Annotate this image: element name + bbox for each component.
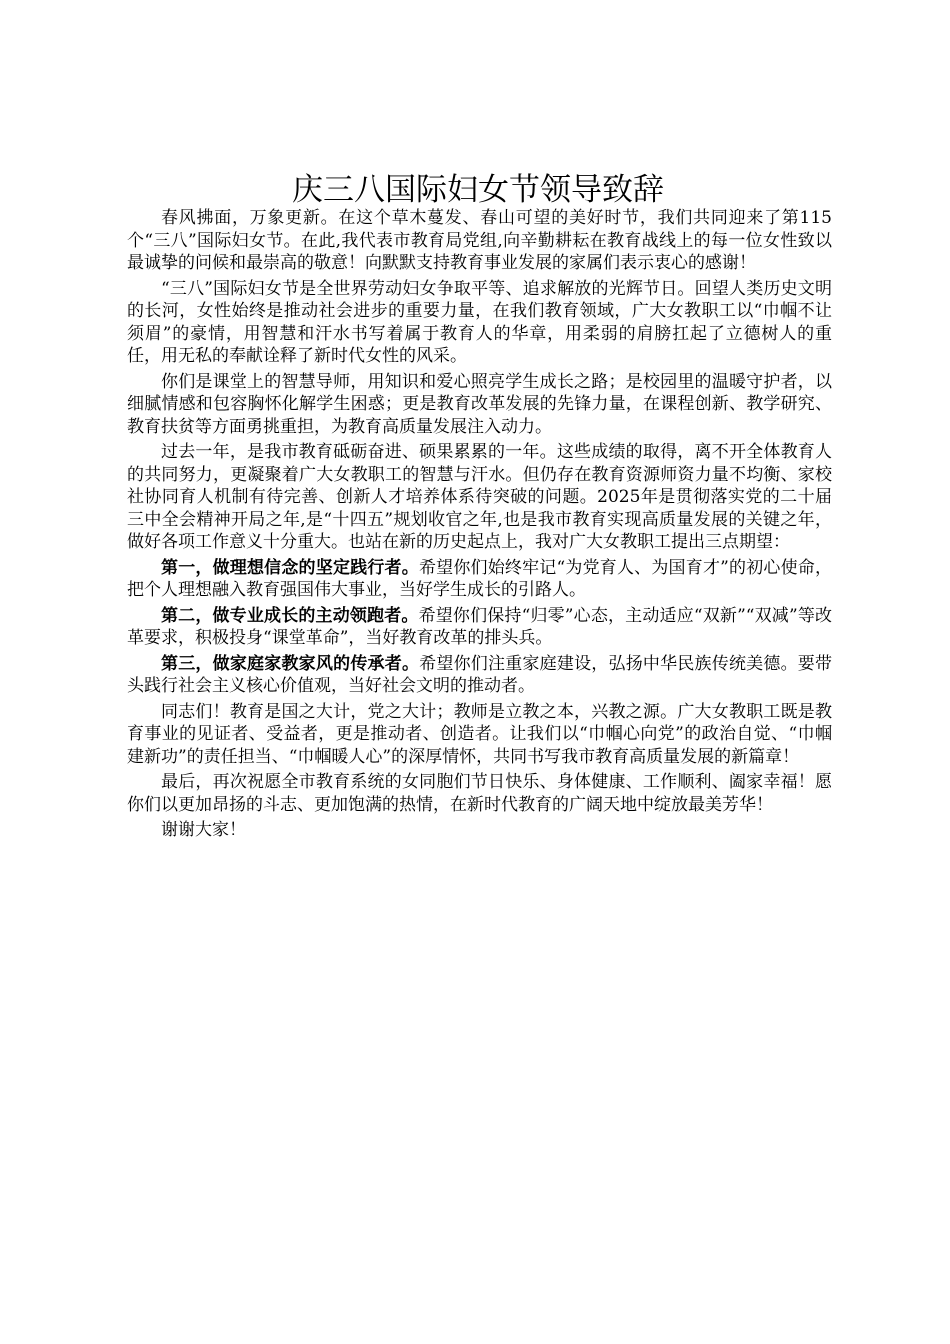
paragraph-text: 希望你们注重家庭建设，弘扬中华民族传统美德。要带头践行社会主义核心价值观，当好社会文明的推动者。 <box>127 653 833 696</box>
document-body <box>127 207 832 845</box>
paragraph-expectation-2 <box>127 605 832 650</box>
paragraph-text: 谢谢大家！ <box>161 820 246 840</box>
paragraph-lead: 第三，做家庭家教家风的传承者。 <box>161 653 420 674</box>
paragraph-text: 过去一年，是我市教育砥砺奋进、硕果累累的一年。这些成绩的取得，离不开全体教育人的共同努力，更凝聚着广大女教职工的智慧与汗水。但仍存在教育资源师资力量不均衡、家校社协同育人机制有待完善、创新人才培养体系待突破的问题。2025年是贯彻落实党的二十届三中全会精神开局之年,是“十四五”规划收官之年,也是我市教育实现高质量发展的关键之年，做好各项工作意义十分重大。也站在新的历史起点上，我对广大女教职工提出三点期望： <box>127 442 832 552</box>
paragraph-lead: 第一，做理想信念的坚定践行者。 <box>161 557 419 578</box>
paragraph-text: “三八”国际妇女节是全世界劳动妇女争取平等、追求解放的光辉节日。回望人类历史文明的长河，女性始终是推动社会进步的重要力量，在我们教育领域，广大女教职工以“巾帼不让须眉”的豪情，用智慧和汗水书写着属于教育人的华章，用柔弱的肩膀扛起了立德树人的重任，用无私的奉献诠释了新时代女性的风采。 <box>127 278 832 366</box>
paragraph-past-year <box>127 441 832 554</box>
paragraph-thanks <box>127 819 832 842</box>
paragraph-text: 希望你们保持“归零”心态，主动适应“双新”“双减”等改革要求，积极投身“课堂革命”，当好教育改革的排头兵。 <box>127 605 833 648</box>
paragraph-text: 春风拂面，万象更新。在这个草木蔓发、春山可望的美好时节，我们共同迎来了第115个“三八”国际妇女节。在此,我代表市教育局党组,向辛勤耕耘在教育战线上的每一位女性致以最诚挚的问候和最崇高的敬意！向默默支持教育事业发展的家属们表示衷心的感谢！ <box>127 208 832 273</box>
paragraph-text: 最后，再次祝愿全市教育系统的女同胞们节日快乐、身体健康、工作顺利、阖家幸福！愿你们以更加昂扬的斗志、更加饱满的热情，在新时代教育的广阔天地中绽放最美芳华！ <box>127 772 832 815</box>
document-title: 庆三八国际妇女节领导致辞 <box>292 172 664 208</box>
paragraph-lead: 第二，做专业成长的主动领跑者。 <box>161 605 419 626</box>
paragraph-roles <box>127 371 832 439</box>
paragraph-text: 希望你们始终牢记“为党育人、为国育才”的初心使命，把个人理想融入教育强国伟大事业，当好学生成长的引路人。 <box>127 557 833 600</box>
paragraph-text: 同志们！教育是国之大计，党之大计；教师是立教之本，兴教之源。广大女教职工既是教育事业的见证者、受益者，更是推动者、创造者。让我们以“巾帼心向党”的政治自觉、“巾帼建新功”的责任担当、“巾帼暖人心”的深厚情怀，共同书写我市教育高质量发展的新篇章！ <box>127 701 832 767</box>
paragraph-expectation-1 <box>127 557 832 602</box>
paragraph-comrades <box>127 701 832 769</box>
paragraph-festival-meaning <box>127 278 832 368</box>
paragraph-wishes <box>127 771 832 816</box>
paragraph-text: 你们是课堂上的智慧导师，用知识和爱心照亮学生成长之路；是校园里的温暖守护者，以细腻情感和包容胸怀化解学生困惑；更是教育改革发展的先锋力量，在课程创新、教学研究、教育扶贫等方面勇挑重担，为教育高质量发展注入动力。 <box>127 371 832 437</box>
paragraph-greeting <box>127 207 832 275</box>
paragraph-expectation-3 <box>127 653 832 698</box>
